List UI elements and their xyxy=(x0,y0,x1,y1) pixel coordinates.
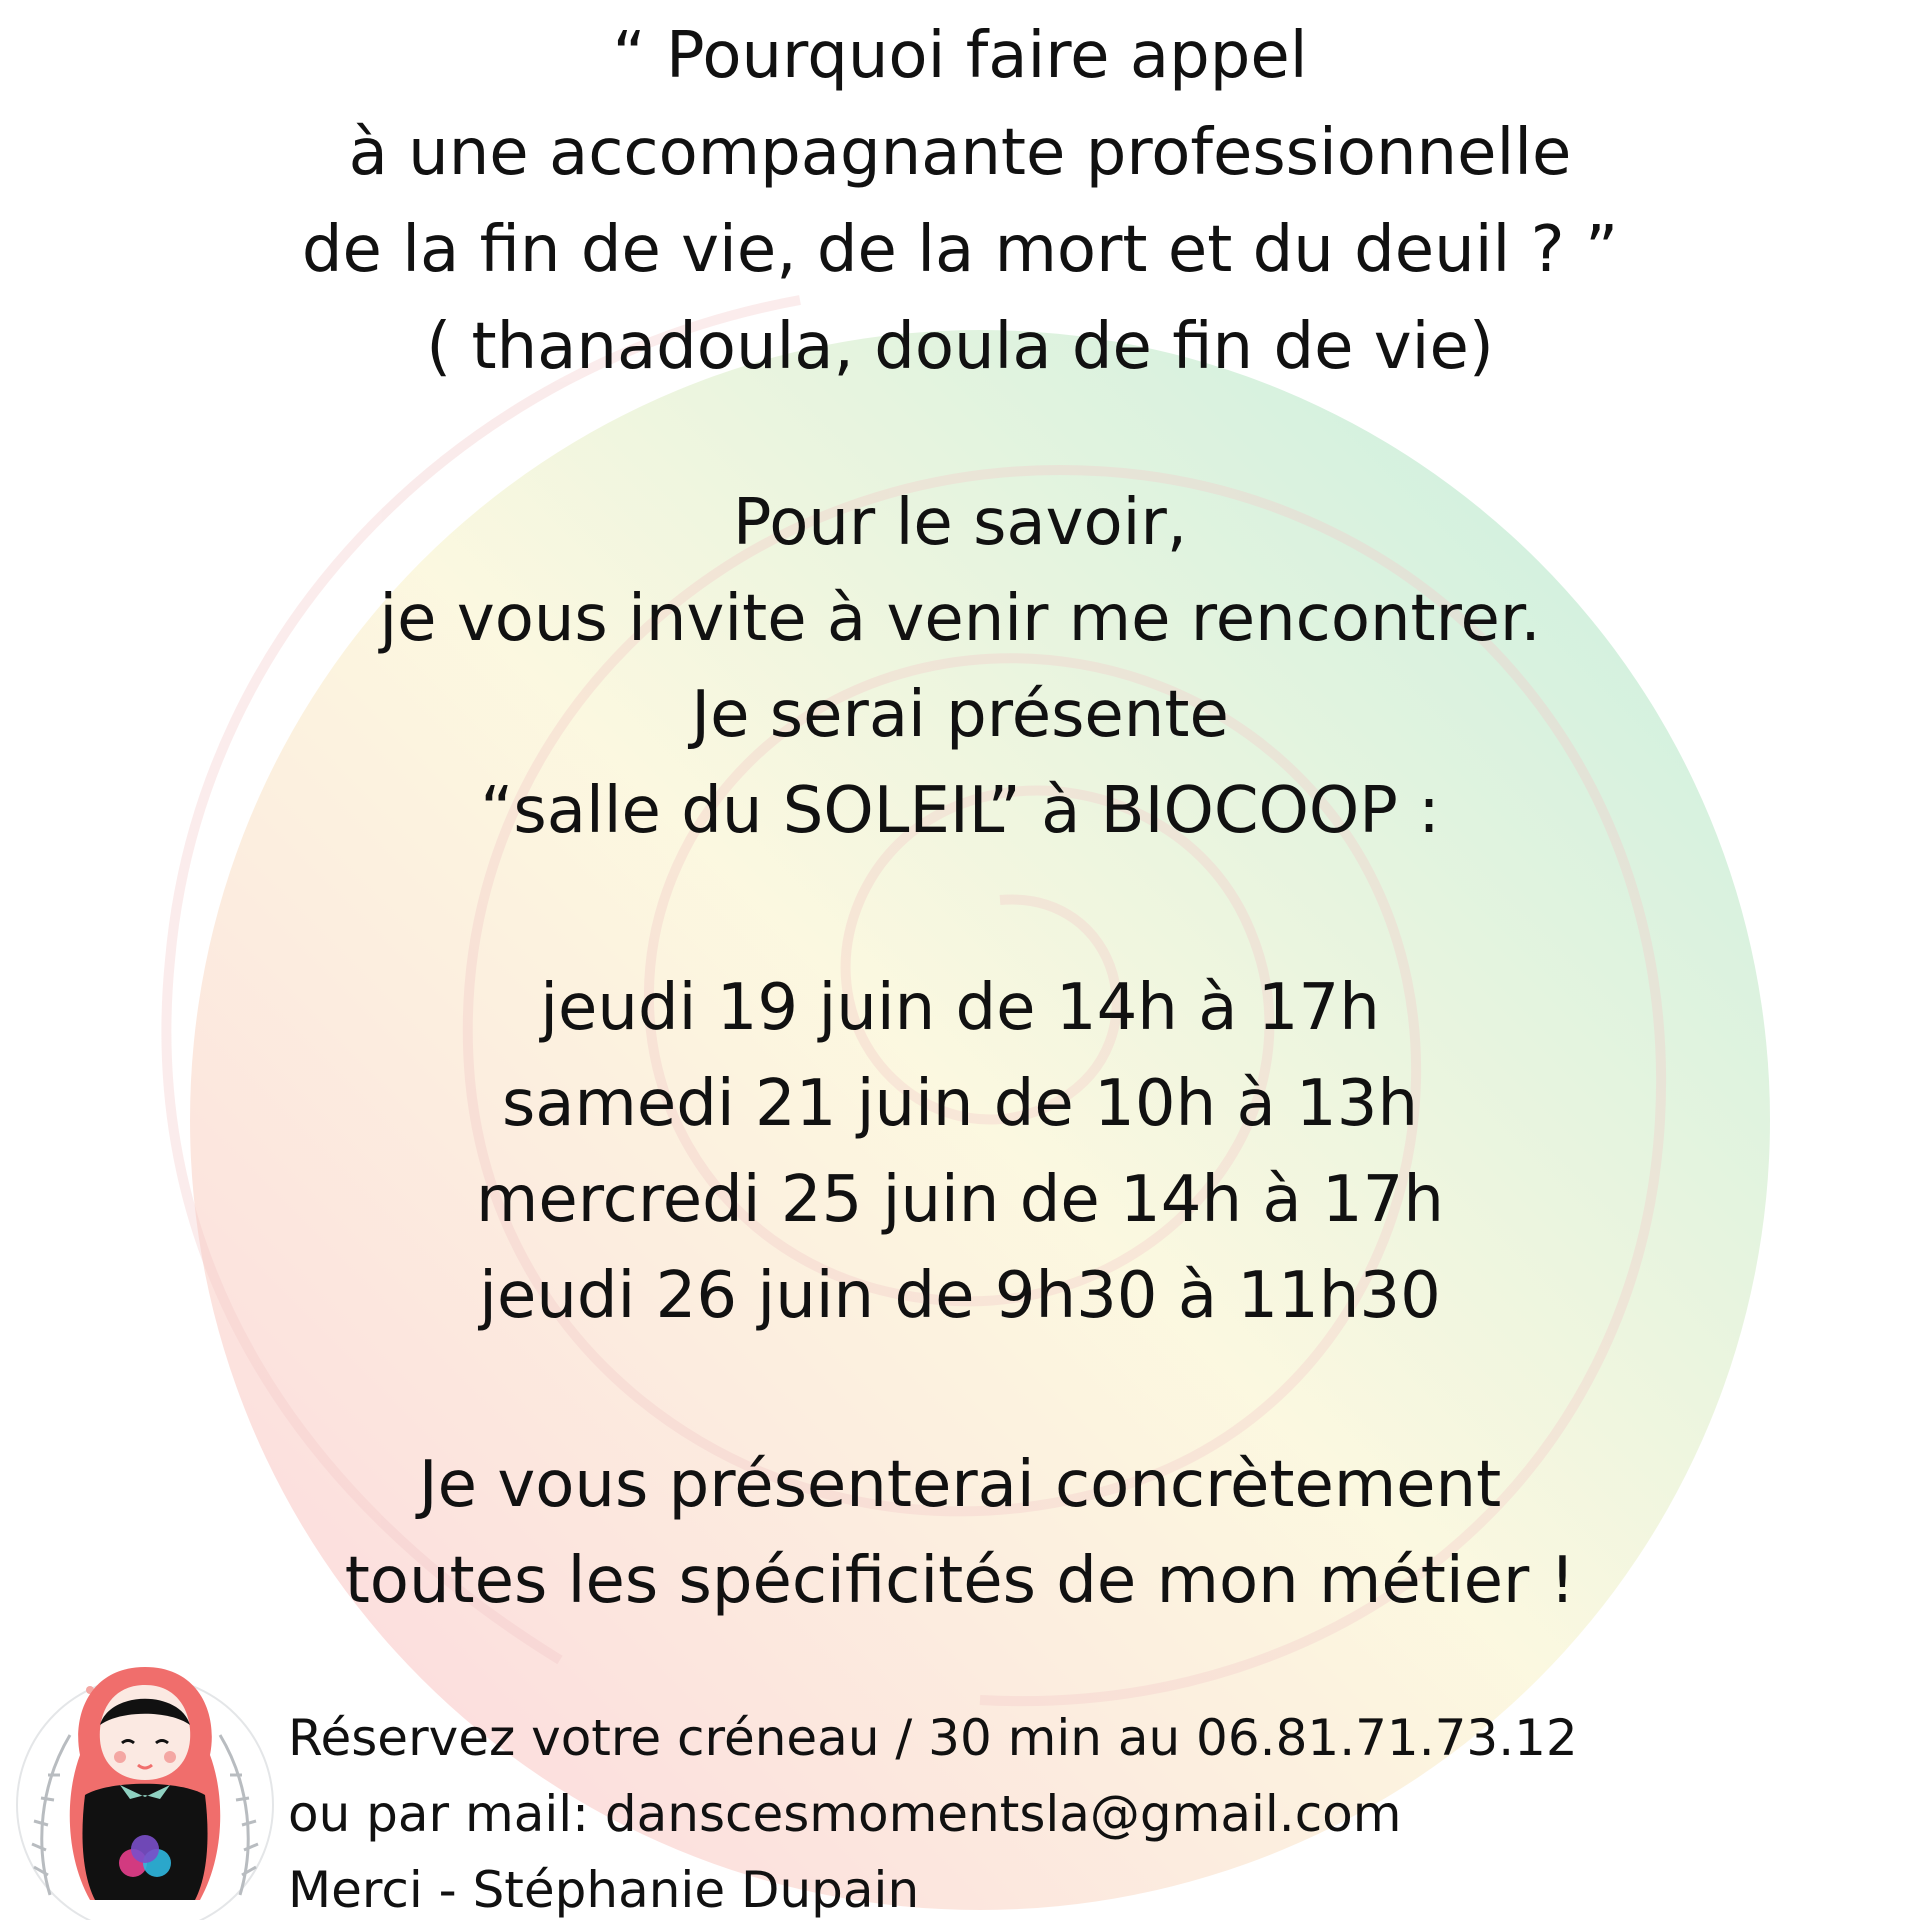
signature-line: Merci - Stéphanie Dupain xyxy=(288,1861,920,1919)
booking-line: Réservez votre créneau / 30 min au 06.81.71.73.12 xyxy=(288,1709,1578,1767)
headline-line: de la fin de vie, de la mort et du deuil ? ” xyxy=(301,213,1619,287)
promise-line: Je vous présenterai concrètement xyxy=(418,1448,1502,1522)
contact-block xyxy=(288,1700,1578,1928)
invitation-text xyxy=(0,475,1920,859)
schedule-slot: samedi 21 juin de 10h à 13h xyxy=(501,1067,1419,1141)
email-line: ou par mail: danscesmomentsla@gmail.com xyxy=(288,1785,1402,1843)
headline-line: ( thanadoula, doula de fin de vie) xyxy=(426,310,1494,384)
invite-line: je vous invite à venir me rencontrer. xyxy=(379,582,1541,656)
headline xyxy=(0,8,1920,396)
laurel-left xyxy=(32,1735,70,1895)
schedule-slot: jeudi 19 juin de 14h à 17h xyxy=(540,971,1380,1045)
promise-line: toutes les spécificités de mon métier ! xyxy=(344,1544,1576,1618)
invite-line: “salle du SOLEIL” à BIOCOOP : xyxy=(480,774,1440,848)
headline-line: “ Pourquoi faire appel xyxy=(612,19,1308,93)
headline-line: à une accompagnante professionnelle xyxy=(348,116,1572,190)
schedule-slot: mercredi 25 juin de 14h à 17h xyxy=(476,1163,1444,1237)
laurel-right xyxy=(220,1735,258,1895)
invite-line: Je serai présente xyxy=(691,678,1229,752)
promise-text xyxy=(0,1437,1920,1629)
invite-line: Pour le savoir, xyxy=(732,486,1188,560)
schedule-list xyxy=(0,960,1920,1344)
matryoshka-doll-icon xyxy=(10,1655,280,1920)
schedule-slot: jeudi 26 juin de 9h30 à 11h30 xyxy=(479,1259,1441,1333)
